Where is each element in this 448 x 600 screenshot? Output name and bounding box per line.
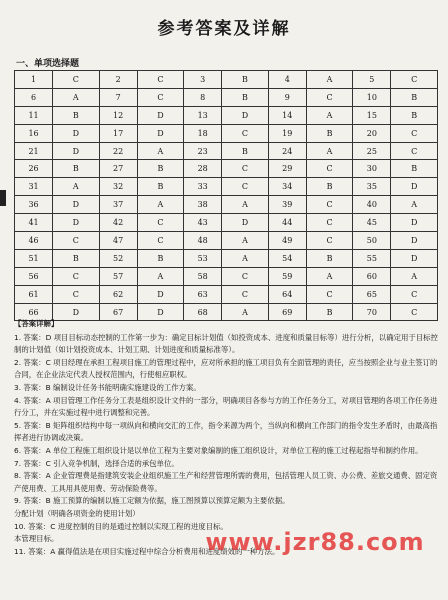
answer-cell: A: [391, 267, 438, 285]
page-title: 参考答案及详解: [157, 19, 291, 39]
answer-cell: C: [306, 196, 353, 214]
answer-cell: C: [306, 88, 353, 106]
answer-cell: B: [53, 249, 100, 267]
question-number-cell: 17: [99, 124, 137, 142]
question-number-cell: 16: [15, 124, 53, 142]
question-number-cell: 45: [353, 214, 391, 232]
question-number-cell: 31: [15, 178, 53, 196]
explanation-paragraph: 本管理目标。: [14, 534, 59, 544]
answer-cell: B: [137, 178, 184, 196]
answer-cell: D: [137, 106, 184, 124]
answer-cell: D: [137, 124, 184, 142]
question-number-cell: 3: [184, 71, 222, 89]
answer-cell: B: [222, 142, 269, 160]
explanation-paragraph: 6. 答案：A 单位工程施工组织设计是以单位工程为主要对象编制的施工组织设计，对单位工程的施工过程起指导和制约作用。: [14, 445, 423, 455]
answer-cell: C: [391, 285, 438, 303]
answer-cell: C: [53, 285, 100, 303]
question-number-cell: 48: [184, 232, 222, 250]
answer-cell: D: [53, 196, 100, 214]
answer-cell: A: [137, 142, 184, 160]
question-number-cell: 33: [184, 178, 222, 196]
question-number-cell: 25: [353, 142, 391, 160]
answer-row: [15, 142, 438, 160]
answer-cell: C: [306, 285, 353, 303]
answer-row: [15, 88, 438, 106]
answer-cell: C: [53, 71, 100, 89]
explanation-paragraph: 2. 答案：C 项目经理在承担工程项目施工的管理过程中，应对所承担的施工项目负有全面管理的责任，应当按照企业与业主签订的合同，在企业法定代表人授权范围内，行使相应职权。: [14, 357, 438, 380]
answer-cell: C: [137, 214, 184, 232]
question-number-cell: 35: [353, 178, 391, 196]
question-number-cell: 13: [184, 106, 222, 124]
question-number-cell: 50: [353, 232, 391, 250]
question-number-cell: 7: [99, 88, 137, 106]
answer-cell: A: [53, 88, 100, 106]
answer-cell: A: [222, 249, 269, 267]
answer-cell: D: [137, 285, 184, 303]
answer-cell: A: [137, 267, 184, 285]
question-number-cell: 19: [268, 124, 306, 142]
answer-cell: D: [391, 214, 438, 232]
question-number-cell: 69: [268, 303, 306, 321]
answer-cell: C: [137, 232, 184, 250]
question-number-cell: 21: [15, 142, 53, 160]
question-number-cell: 37: [99, 196, 137, 214]
answer-cell: B: [53, 106, 100, 124]
answer-row: [15, 71, 438, 89]
answer-row: [15, 232, 438, 250]
answer-cell: B: [137, 249, 184, 267]
question-number-cell: 11: [15, 106, 53, 124]
answer-cell: A: [391, 196, 438, 214]
answer-cell: C: [137, 71, 184, 89]
question-number-cell: 1: [15, 71, 53, 89]
explanation-paragraph: 11. 答案：A 赢得值法是在项目实施过程中综合分析费用和进度绩效的一种方法。: [14, 546, 280, 556]
answer-cell: C: [391, 71, 438, 89]
question-number-cell: 58: [184, 267, 222, 285]
answer-cell: B: [306, 303, 353, 321]
answer-row: [15, 214, 438, 232]
answer-cell: A: [306, 267, 353, 285]
question-number-cell: 46: [15, 232, 53, 250]
question-number-cell: 41: [15, 214, 53, 232]
question-number-cell: 68: [184, 303, 222, 321]
question-number-cell: 34: [268, 178, 306, 196]
question-number-cell: 9: [268, 88, 306, 106]
question-number-cell: 14: [268, 106, 306, 124]
answer-cell: B: [137, 160, 184, 178]
answer-cell: C: [137, 88, 184, 106]
answer-cell: A: [306, 142, 353, 160]
answer-cell: C: [222, 124, 269, 142]
answer-row: [15, 178, 438, 196]
answer-cell: C: [222, 160, 269, 178]
answer-cell: D: [391, 178, 438, 196]
answer-cell: A: [222, 303, 269, 321]
question-number-cell: 70: [353, 303, 391, 321]
answer-cell: D: [222, 106, 269, 124]
answer-row: [15, 160, 438, 178]
question-number-cell: 44: [268, 214, 306, 232]
answer-cell: C: [222, 285, 269, 303]
question-number-cell: 26: [15, 160, 53, 178]
question-number-cell: 42: [99, 214, 137, 232]
explanation-paragraph: 4. 答案：A 项目管理工作任务分工表是组织设计文件的一部分，明确项目各参与方的工作任务分工，对项目管理的各项工作任务进行分工，并在实施过程中进行调整和完善。: [14, 395, 438, 418]
question-number-cell: 22: [99, 142, 137, 160]
answer-row: [15, 124, 438, 142]
answer-cell: D: [222, 214, 269, 232]
explanation-paragraph: 5. 答案：B 矩阵组织结构中每一项纵向和横向交汇的工作，指令来源为两个，当纵向和横向工作部门的指令发生矛盾时，由最高指挥者进行协调或决策。: [14, 420, 438, 443]
question-number-cell: 60: [353, 267, 391, 285]
question-number-cell: 49: [268, 232, 306, 250]
question-number-cell: 39: [268, 196, 306, 214]
question-number-cell: 10: [353, 88, 391, 106]
answer-cell: B: [391, 160, 438, 178]
question-number-cell: 55: [353, 249, 391, 267]
question-number-cell: 47: [99, 232, 137, 250]
question-number-cell: 23: [184, 142, 222, 160]
question-number-cell: 43: [184, 214, 222, 232]
question-number-cell: 57: [99, 267, 137, 285]
answer-cell: C: [391, 142, 438, 160]
answer-cell: B: [222, 71, 269, 89]
answer-row: [15, 267, 438, 285]
answer-cell: B: [391, 106, 438, 124]
answer-row: [15, 285, 438, 303]
question-number-cell: 6: [15, 88, 53, 106]
question-number-cell: 63: [184, 285, 222, 303]
question-number-cell: 36: [15, 196, 53, 214]
watermark: www.jzr88.com: [205, 528, 425, 556]
question-number-cell: 24: [268, 142, 306, 160]
explanations-header: 【答案详解】: [14, 319, 59, 328]
answer-row: [15, 249, 438, 267]
answer-cell: C: [222, 267, 269, 285]
question-number-cell: 52: [99, 249, 137, 267]
answer-cell: B: [306, 249, 353, 267]
question-number-cell: 67: [99, 303, 137, 321]
answer-row: [15, 106, 438, 124]
question-number-cell: 51: [15, 249, 53, 267]
question-number-cell: 20: [353, 124, 391, 142]
question-number-cell: 32: [99, 178, 137, 196]
answer-explanations: [14, 318, 438, 558]
answer-cell: D: [137, 303, 184, 321]
question-number-cell: 8: [184, 88, 222, 106]
question-number-cell: 2: [99, 71, 137, 89]
answer-cell: B: [53, 160, 100, 178]
answer-table: [14, 70, 438, 321]
question-number-cell: 18: [184, 124, 222, 142]
answer-cell: C: [222, 178, 269, 196]
answer-cell: D: [53, 142, 100, 160]
answer-cell: D: [391, 249, 438, 267]
answer-cell: C: [306, 214, 353, 232]
answer-cell: D: [391, 232, 438, 250]
answer-cell: B: [222, 88, 269, 106]
answer-cell: A: [306, 106, 353, 124]
question-number-cell: 4: [268, 71, 306, 89]
answer-cell: D: [53, 303, 100, 321]
answer-cell: B: [306, 124, 353, 142]
answer-cell: A: [222, 196, 269, 214]
answer-cell: C: [53, 232, 100, 250]
question-number-cell: 64: [268, 285, 306, 303]
question-number-cell: 30: [353, 160, 391, 178]
question-number-cell: 38: [184, 196, 222, 214]
answer-cell: C: [306, 232, 353, 250]
section-heading: 一、单项选择题: [16, 59, 80, 69]
explanation-paragraph: 9. 答案：B 施工预算的编制以施工定额为依据，施工图预算以预算定额为主要依据。: [14, 496, 290, 506]
answer-cell: C: [391, 124, 438, 142]
answer-cell: C: [53, 267, 100, 285]
explanation-paragraph: 8. 答案：A 企业管理费是指建筑安装企业组织施工生产和经营管理所需的费用，包括管理人员工资、办公费、差旅交通费、固定资产使用费、工具用具使用费、劳动保险费等。: [14, 471, 438, 493]
question-number-cell: 29: [268, 160, 306, 178]
question-number-cell: 54: [268, 249, 306, 267]
question-number-cell: 59: [268, 267, 306, 285]
question-number-cell: 28: [184, 160, 222, 178]
answer-cell: C: [306, 160, 353, 178]
explanation-paragraph: 分配计划（明确各项资金的使用计划）: [14, 508, 140, 518]
question-number-cell: 66: [15, 303, 53, 321]
answer-cell: A: [306, 71, 353, 89]
question-number-cell: 40: [353, 196, 391, 214]
answer-cell: A: [222, 232, 269, 250]
answer-row: [15, 196, 438, 214]
explanation-paragraph: 1. 答案：D 项目目标动态控制的工作第一步为：确定目标计划值（如投资成本、进度和质量目标等）进行分析，以确定用于目标控制的计划值（如计划投资成本、计划工期、计划进度和质量标准等）。: [14, 332, 438, 355]
question-number-cell: 15: [353, 106, 391, 124]
answer-cell: C: [391, 303, 438, 321]
binding-mark: [0, 190, 6, 206]
answer-cell: A: [137, 196, 184, 214]
answer-cell: D: [53, 214, 100, 232]
question-number-cell: 65: [353, 285, 391, 303]
question-number-cell: 27: [99, 160, 137, 178]
question-number-cell: 53: [184, 249, 222, 267]
answer-cell: B: [391, 88, 438, 106]
explanation-paragraph: 7. 答案：C 引入竞争机制，选择合适的承包单位。: [14, 458, 179, 468]
question-number-cell: 56: [15, 267, 53, 285]
question-number-cell: 62: [99, 285, 137, 303]
question-number-cell: 61: [15, 285, 53, 303]
answer-cell: A: [53, 178, 100, 196]
explanation-paragraph: 3. 答案：B 编制设计任务书能明确实施建设的工作方案。: [14, 382, 201, 392]
answer-cell: B: [306, 178, 353, 196]
answer-cell: D: [53, 124, 100, 142]
question-number-cell: 5: [353, 71, 391, 89]
question-number-cell: 12: [99, 106, 137, 124]
explanation-paragraph: 10. 答案：C 进度控制的目的是通过控制以实现工程的进度目标。: [14, 521, 228, 531]
